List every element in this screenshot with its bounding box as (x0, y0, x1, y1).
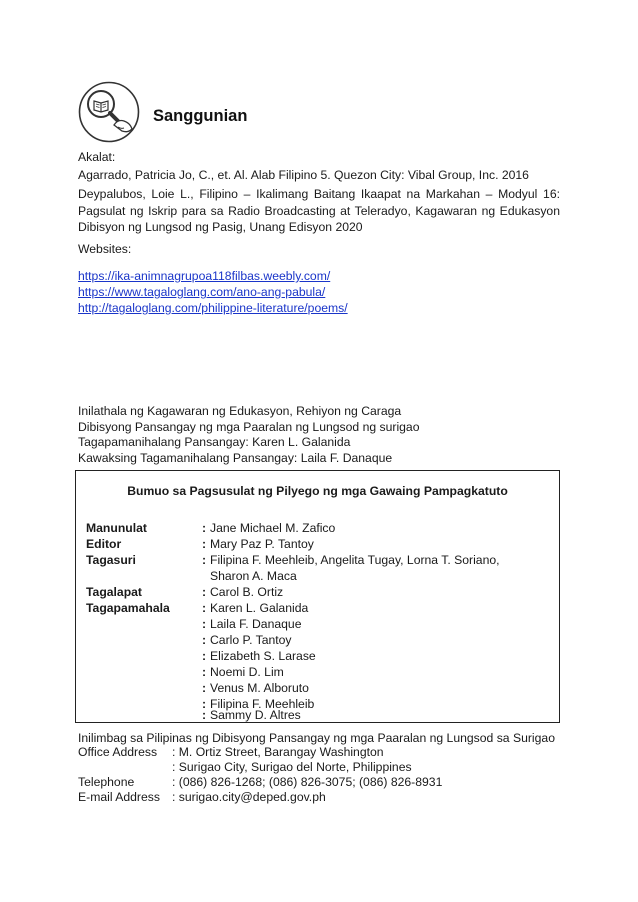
websites-label: Websites: (78, 242, 132, 256)
credit-role: Tagapamahala (86, 601, 170, 615)
credit-colon: : (202, 601, 207, 615)
credits-box (75, 470, 560, 723)
websites-list (78, 268, 560, 316)
credit-role: Editor (86, 537, 122, 551)
credit-name: Jane Michael M. Zafico (210, 521, 336, 535)
credit-name: Venus M. Alboruto (210, 681, 309, 695)
reference-2: Deypalubos, Loie L., Filipino – Ikalimang Baitang Ikaapat na Markahan – Modyul 16: Pagsulat ng Iskrip para sa Radio Broadcasting at Teleradyo, Kagawaran ng Edukasyon Dibisyon ng Lungsod ng Pasig, Unang Edisyon 2020 (78, 187, 560, 234)
footer-label: E-mail Address (78, 790, 160, 804)
footer-value: : (086) 826-1268; (086) 826-3075; (086) 826-8931 (172, 775, 443, 789)
footer-value: : M. Ortiz Street, Barangay Washington (172, 745, 384, 759)
publisher-line: Tagapamanihalang Pansangay: Karen L. Galanida (78, 435, 351, 449)
publisher-line: Inilathala ng Kagawaran ng Edukasyon, Rehiyon ng Caraga (78, 404, 402, 418)
credit-colon: : (202, 665, 207, 679)
credit-name: Carol B. Ortiz (210, 585, 284, 599)
credit-name: Mary Paz P. Tantoy (210, 537, 314, 551)
book-magnifier-icon (78, 81, 140, 143)
credit-name: Laila F. Danaque (210, 617, 302, 631)
publisher-block (78, 404, 560, 466)
credit-colon: : (202, 521, 207, 535)
credit-name: Sharon A. Maca (210, 569, 297, 583)
reference-1: Agarrado, Patricia Jo, C., et. Al. Alab Filipino 5. Quezon City: Vibal Group, Inc. 2016 (78, 168, 529, 182)
website-link[interactable]: http://tagaloglang.com/philippine-literature/poems/ (78, 301, 348, 315)
credit-colon: : (202, 617, 207, 631)
credit-name: Sammy D. Altres (210, 708, 301, 722)
credit-role: Tagasuri (86, 553, 136, 567)
credit-colon: : (202, 649, 207, 663)
credit-colon: : (202, 585, 207, 599)
credit-colon: : (202, 553, 207, 567)
footer-label: Office Address (78, 745, 158, 759)
website-link[interactable]: https://ika-animnagrupoa118filbas.weebly.com/ (78, 269, 331, 283)
credit-role: Tagalapat (86, 585, 142, 599)
credit-name: Carlo P. Tantoy (210, 633, 292, 647)
publisher-line: Dibisyong Pansangay ng mga Paaralan ng Lungsod ng surigao (78, 419, 420, 434)
credit-role: Manunulat (86, 521, 147, 535)
footer-value: : Surigao City, Surigao del Norte, Philippines (172, 760, 412, 774)
footer-label: Telephone (78, 775, 135, 789)
credit-colon: : (202, 697, 207, 711)
page-title: Sanggunian (153, 107, 248, 125)
footer-value: : surigao.city@deped.gov.ph (172, 790, 326, 804)
credit-colon: : (202, 537, 207, 551)
credit-name: Filipina F. Meehleib, Angelita Tugay, Lorna T. Soriano, (210, 553, 500, 567)
publisher-line: Kawaksing Tagamanihalang Pansangay: Laila F. Danaque (78, 450, 393, 465)
printed-line: Inilimbag sa Pilipinas ng Dibisyong Pansangay ng mga Paaralan ng Lungsod sa Surigao (78, 731, 555, 745)
credit-name: Elizabeth S. Larase (210, 649, 316, 663)
akalat-label: Akalat: (78, 150, 116, 164)
credits-title: Bumuo sa Pagsusulat ng Pilyego ng mga Gawaing Pampagkatuto (127, 484, 508, 498)
credit-name: Karen L. Galanida (210, 601, 309, 615)
credit-colon: : (202, 708, 207, 722)
credit-colon: : (202, 633, 207, 647)
credit-name: Filipina F. Meehleib (210, 697, 315, 711)
credit-name: Noemi D. Lim (210, 665, 284, 679)
credit-colon: : (202, 681, 207, 695)
website-link[interactable]: https://www.tagaloglang.com/ano-ang-pabula/ (78, 285, 326, 299)
